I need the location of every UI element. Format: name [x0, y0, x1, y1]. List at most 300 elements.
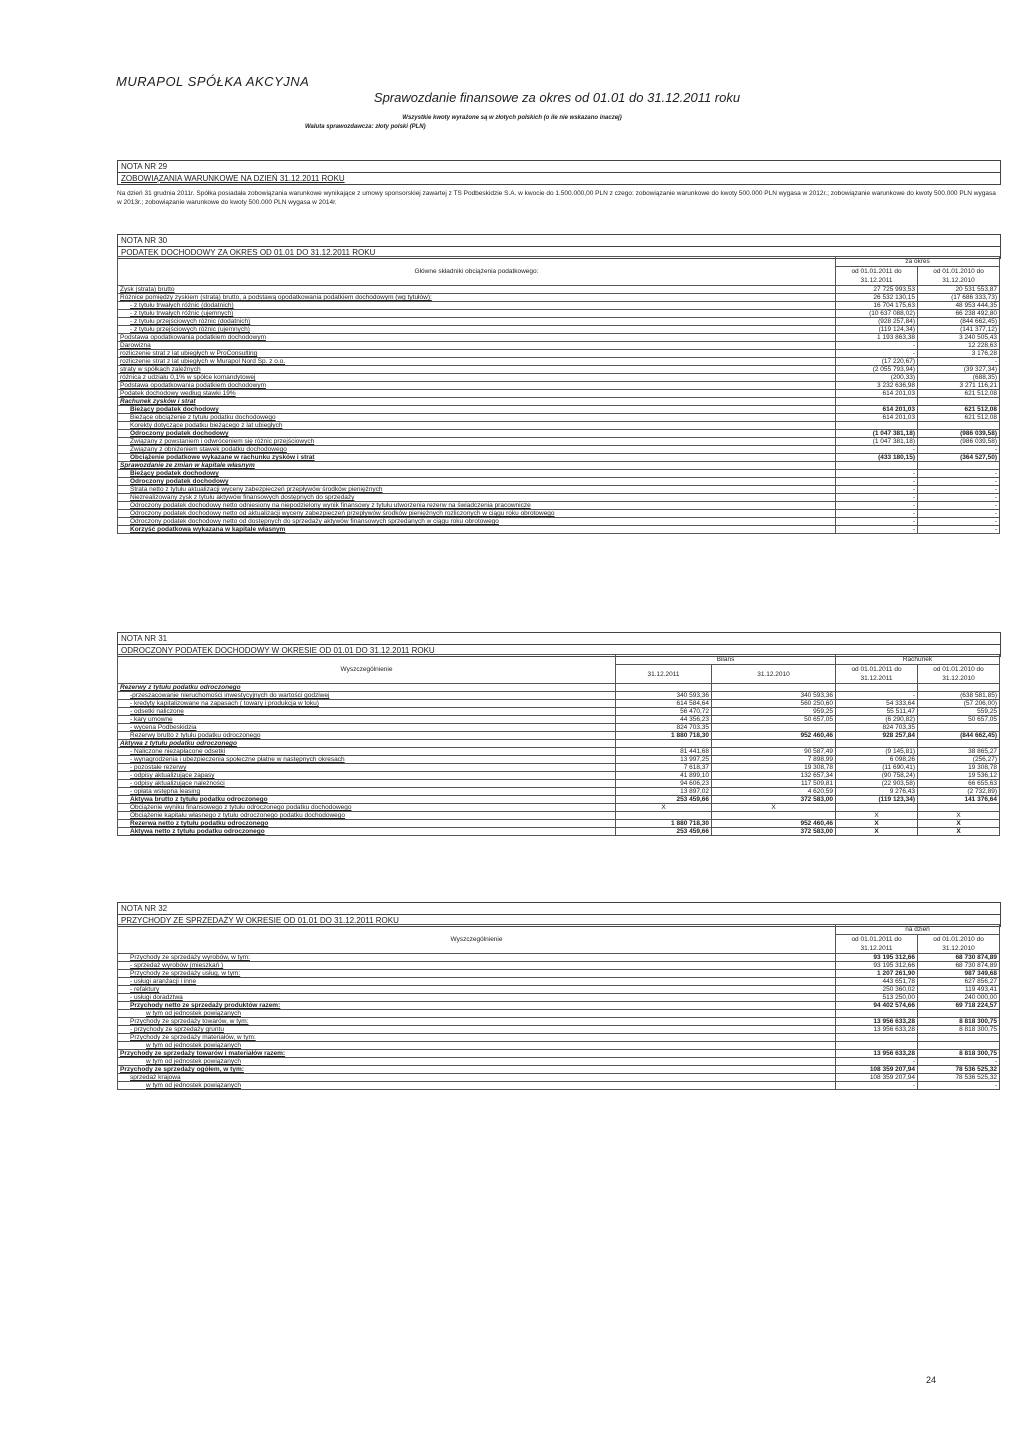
note31-row-v1: 13 997,25 [616, 756, 712, 764]
note30-row-v1: 614 201,03 [836, 390, 918, 398]
note29-label: NOTA NR 29 [121, 162, 168, 171]
note31-row-v1 [616, 684, 712, 692]
note32-row-v2: 8 818 300,75 [918, 1026, 1000, 1034]
note31-row-v3: 824 703,35 [836, 724, 918, 732]
note31-table [117, 654, 1000, 836]
note30-row-label: Obciążenie podatkowe wykazane w rachunku zysków i strat [118, 454, 836, 462]
note30-row-v1: (119 124,34) [836, 326, 918, 334]
note32-row [118, 1002, 1000, 1010]
note30-row [118, 374, 1000, 382]
note31-col4: od 01.01.2010 do 31.12.2010 [918, 665, 1000, 684]
note30-row [118, 406, 1000, 414]
note31-header-main: Wyszczególnienie [118, 655, 616, 684]
note31-row-v4 [918, 724, 1000, 732]
note31-row-v4: (638 581,85) [918, 692, 1000, 700]
note31-row-v3: X [836, 828, 918, 836]
note30-row-v2: 621 512,08 [918, 414, 1000, 422]
note30-row-v2: - [918, 494, 1000, 502]
note31-col2: 31.12.2010 [712, 665, 836, 684]
note31-row-v3: (11 690,41) [836, 764, 918, 772]
note31-row-label: Aktywa netto z tytułu podatku odroczonego [118, 828, 616, 836]
note30-row-v2: 621 512,08 [918, 390, 1000, 398]
note32-row-v2: 987 349,68 [918, 970, 1000, 978]
note30-header-main: Główne składniki obciążenia podatkowego: [118, 257, 836, 286]
note30-row [118, 486, 1000, 494]
note32-row [118, 1042, 1000, 1050]
note31-row-label: - wycena Podbeskidzia [118, 724, 616, 732]
note31-row-v1: 7 618,37 [616, 764, 712, 772]
note30-row-v1: - [836, 518, 918, 526]
note30-row-v1: (1 047 381,18) [836, 438, 918, 446]
note31-row-v1: 94 606,23 [616, 780, 712, 788]
note31-row [118, 812, 1000, 820]
note30-row [118, 414, 1000, 422]
note31-row-v1: X [616, 804, 712, 812]
note30-row-v1: (17 220,67) [836, 358, 918, 366]
page-number: 24 [926, 1375, 937, 1385]
note31-row-v2: 4 620,59 [712, 788, 836, 796]
note32-table [117, 924, 1000, 1090]
note32-row-label: Przychody ze sprzedaży usług, w tym: [118, 970, 836, 978]
note30-row-label: Odroczony podatek dochodowy [118, 430, 836, 438]
note32-row [118, 1034, 1000, 1042]
note30-row-label: - z tytułu trwałych różnic (dodatnich) [118, 302, 836, 310]
note31-row-v3: X [836, 812, 918, 820]
note30-row-v2: (364 527,50) [918, 454, 1000, 462]
note32-row-v2 [918, 1034, 1000, 1042]
note31-row [118, 756, 1000, 764]
currency-note: Waluta sprawozdawcza: złoty polski (PLN) [305, 124, 426, 130]
note31-row-v4: 19 308,78 [918, 764, 1000, 772]
note31-row-label: - odsetki naliczone [118, 708, 616, 716]
note31-row-label: Aktywa brutto z tytułu podatku odroczonego [118, 796, 616, 804]
note31-row [118, 716, 1000, 724]
note31-rachunek: Rachunek [836, 655, 1000, 665]
note30-row-v1: (10 637 088,02) [836, 310, 918, 318]
note30-row [118, 454, 1000, 462]
note31-row-v2: 132 657,34 [712, 772, 836, 780]
note32-row-v1: - [836, 1058, 918, 1066]
note31-col1: 31.12.2011 [616, 665, 712, 684]
note30-row-label: rozliczenie strat z lat ubiegłych w Murapol Nord Sp. z o.o. [118, 358, 836, 366]
note30-row-v2: - [918, 518, 1000, 526]
note30-row-v2: - [918, 478, 1000, 486]
note32-period-label: na dzień [836, 925, 1000, 935]
note30-row-label: Korekty dotyczące podatku bieżącego z lat ubiegłych [118, 422, 836, 430]
note31-row-v3 [836, 684, 918, 692]
note30-row-label: Odroczony podatek dochodowy netto od dostępnych do sprzedaży aktywów finansowych sprzedanych w ciągu roku obrotowego [118, 518, 836, 526]
note30-row [118, 310, 1000, 318]
note30-table [117, 256, 1000, 534]
amounts-note: Wszystkie kwoty wyrażone są w złotych polskich (o ile nie wskazano inaczej) [402, 115, 622, 121]
note30-row-label: Bieżące obciążenie z tytułu podatku dochodowego [118, 414, 836, 422]
note32-row-v1 [836, 1034, 918, 1042]
note32-row [118, 1082, 1000, 1090]
note32-row-v1: 108 359 207,94 [836, 1066, 918, 1074]
note32-row-label: sprzedaż krajowa [118, 1074, 836, 1082]
note32-row-label: - sprzedaż wyrobów (mieszkań ) [118, 962, 836, 970]
note31-row-v4 [918, 740, 1000, 748]
note31-row [118, 828, 1000, 836]
note31-bilans: Bilans [616, 655, 836, 665]
note32-row-v2 [918, 1010, 1000, 1018]
note31-row-v2: 7 898,99 [712, 756, 836, 764]
note31-row-v4: 38 865,27 [918, 748, 1000, 756]
note30-row-v1: 26 532 130,15 [836, 294, 918, 302]
note30-row-label: Odroczony podatek dochodowy netto od aktualizacji wyceny zabezpieczeń przepływów środków pieniężnych rozliczonych w ciągu roku obrotowego [118, 510, 836, 518]
note31-row-label: - wynagrodzenia i ubezpieczenia społeczne płatne w następnych okresach [118, 756, 616, 764]
note30-row-v1: (2 055 793,94) [836, 366, 918, 374]
note30-row-v1: (433 180,15) [836, 454, 918, 462]
note31-row [118, 708, 1000, 716]
note31-row [118, 700, 1000, 708]
note32-row-v1 [836, 1010, 918, 1018]
note31-row-v4: 19 536,12 [918, 772, 1000, 780]
note32-row [118, 954, 1000, 962]
note32-row-v2: 8 818 300,75 [918, 1050, 1000, 1058]
note30-row [118, 422, 1000, 430]
note32-row-label: Przychody ze sprzedaży towarów i materiałów razem: [118, 1050, 836, 1058]
note31-row-v3: (90 758,24) [836, 772, 918, 780]
note31-row [118, 804, 1000, 812]
note30-row-v1: - [836, 446, 918, 454]
note30-row-v1: - [836, 510, 918, 518]
note30-row-label: rozliczenie strat z lat ubiegłych w ProConsulting [118, 350, 836, 358]
note30-row-v2 [918, 398, 1000, 406]
note31-row-v4 [918, 804, 1000, 812]
note31-row-label: - opłata wstępna leasing [118, 788, 616, 796]
note31-row [118, 692, 1000, 700]
note31-row-v4: X [918, 828, 1000, 836]
note31-row-v3: 6 098,26 [836, 756, 918, 764]
note32-row-v1: 13 956 633,28 [836, 1050, 918, 1058]
note30-row-v2: (844 662,45) [918, 318, 1000, 326]
note32-row-v2: 8 818 300,75 [918, 1018, 1000, 1026]
note32-row-label: Przychody ze sprzedaży towarów, w tym: [118, 1018, 836, 1026]
note30-row [118, 430, 1000, 438]
note30-row-label: różnica z udziału 0,1% w spółce komandytowej [118, 374, 836, 382]
note30-row-label: - z tytułu trwałych różnic (ujemnych) [118, 310, 836, 318]
note32-row-label: w tym od jednostek powiązanych [118, 1082, 836, 1090]
note31-row-v1: 56 470,72 [616, 708, 712, 716]
note30-row-v1: (200,33) [836, 374, 918, 382]
note30-row [118, 382, 1000, 390]
note30-period-label: za okres [836, 257, 1000, 267]
note31-row-v1: 1 880 718,30 [616, 732, 712, 740]
note32-row-v1: 1 207 261,90 [836, 970, 918, 978]
note30-row-label: Odroczony podatek dochodowy [118, 478, 836, 486]
note30-row-label: Związany z powstaniem i odwróceniem się różnic przejściowych [118, 438, 836, 446]
note30-row-v1: - [836, 478, 918, 486]
note31-row-v4: (57 206,00) [918, 700, 1000, 708]
note30-row-label: Zysk (strata) brutto [118, 286, 836, 294]
note32-row-v2: 69 718 224,57 [918, 1002, 1000, 1010]
note30-row-v1 [836, 422, 918, 430]
note31-header-row [118, 655, 1000, 665]
note32-row-v1: 513 250,00 [836, 994, 918, 1002]
note30-row-v2: (39 327,34) [918, 366, 1000, 374]
note30-row [118, 518, 1000, 526]
note31-row-v1: 253 459,66 [616, 828, 712, 836]
note31-row-label: Rezerwy brutto z tytułu podatku odroczonego [118, 732, 616, 740]
note30-row-v2: 66 238 492,80 [918, 310, 1000, 318]
note30-row-v2: 12 228,63 [918, 342, 1000, 350]
note31-row-label: Rezerwy z tytułu podatku odroczonego [118, 684, 616, 692]
note31-row [118, 772, 1000, 780]
note31-row-v1: 340 593,36 [616, 692, 712, 700]
note30-row-v2: - [918, 486, 1000, 494]
note31-row-v2: 117 509,81 [712, 780, 836, 788]
note30-row-label: Niezrealizowany zysk z tytułu aktywów finansowych dostępnych do sprzedaży [118, 494, 836, 502]
note30-row-v1: 1 193 863,38 [836, 334, 918, 342]
note30-row-v1: - [836, 494, 918, 502]
note30-row-v1: 16 704 175,63 [836, 302, 918, 310]
note30-row-label: Sprawozdanie ze zmian w kapitale własnym [118, 462, 836, 470]
note30-row-label: Darowizna [118, 342, 836, 350]
note30-row-v2: 48 953 444,35 [918, 302, 1000, 310]
note31-row-v2: 90 587,49 [712, 748, 836, 756]
note32-row [118, 1026, 1000, 1034]
note31-row-v3 [836, 804, 918, 812]
note32-row-v2: 240 000,00 [918, 994, 1000, 1002]
note30-row [118, 302, 1000, 310]
note30-row [118, 526, 1000, 534]
note31-row-v3: (6 290,82) [836, 716, 918, 724]
note30-row-v1: 614 201,03 [836, 406, 918, 414]
note32-row [118, 970, 1000, 978]
note30-row-v2: 621 512,08 [918, 406, 1000, 414]
note31-title: ODROCZONY PODATEK DOCHODOWY W OKRESIE OD 01.01 DO 31.12.2011 ROKU [118, 644, 1000, 656]
note32-title: PRZYCHODY ZE SPRZEDAŻY W OKRESIE OD 01.01 DO 31.12.2011 ROKU [118, 914, 1000, 926]
note31-row [118, 764, 1000, 772]
note31-row [118, 820, 1000, 828]
note30-row-label: - z tytułu przejściowych różnic (ujemnych) [118, 326, 836, 334]
note31-row-v1: 41 899,10 [616, 772, 712, 780]
note30-row-v1: - [836, 470, 918, 478]
note32-row-label: w tym od jednostek powiązanych [118, 1010, 836, 1018]
note32-header-main: Wyszczególnienie [118, 925, 836, 954]
note31-row-label: Aktywa z tytułu podatku odroczonego [118, 740, 616, 748]
note31-row [118, 796, 1000, 804]
note31-row-v3 [836, 740, 918, 748]
note30-row [118, 390, 1000, 398]
note31-row-v4 [918, 684, 1000, 692]
note31-row-v2: 560 250,60 [712, 700, 836, 708]
note32-row-label: Przychody ze sprzedaży ogółem, w tym: [118, 1066, 836, 1074]
note31-row-v3: X [836, 820, 918, 828]
note31-row-v4: X [918, 812, 1000, 820]
note32-row-v1: 13 956 633,28 [836, 1018, 918, 1026]
note31-label: NOTA NR 31 [121, 634, 168, 643]
note30-row-v2 [918, 422, 1000, 430]
note32-row-v2: 68 730 874,89 [918, 954, 1000, 962]
note30-row-v2: (688,35) [918, 374, 1000, 382]
note30-row-v2: - [918, 358, 1000, 366]
note30-row-label: straty w spółkach zależnych [118, 366, 836, 374]
note31-row-v4: (2 732,89) [918, 788, 1000, 796]
note30-title: PODATEK DOCHODOWY ZA OKRES OD 01.01 DO 31.12.2011 ROKU [118, 246, 1000, 258]
note30-row [118, 510, 1000, 518]
note31-row [118, 684, 1000, 692]
note32-row [118, 1074, 1000, 1082]
note30-row [118, 502, 1000, 510]
note31-row-v3: (22 903,58) [836, 780, 918, 788]
note31-row-v2 [712, 724, 836, 732]
note30-label: NOTA NR 30 [121, 236, 168, 245]
note31-row-label: - kredyty kapitalizowane na zapasach ( towary i produkcja w toku) [118, 700, 616, 708]
company-name: MURAPOL SPÓŁKA AKCYJNA [116, 74, 310, 89]
note31-row-v1: 824 703,35 [616, 724, 712, 732]
note32-col2: od 01.01.2010 do 31.12.2010 [918, 935, 1000, 954]
note31-row-label: -przeszacowanie nieruchomości inwestycyjnych do wartości godziwej [118, 692, 616, 700]
note30-row-v1: (1 047 381,18) [836, 430, 918, 438]
note30-row-v1: - [836, 502, 918, 510]
note30-row-v2: (141 377,12) [918, 326, 1000, 334]
note32-row-v2: 78 536 525,32 [918, 1066, 1000, 1074]
note29-text: Na dzień 31 grudnia 2011r. Spółka posiadała zobowiązania warunkowe wynikające z umowy sponsorskiej zawartej z TS Podbeskidzie S.A. w kwocie do 1.500.000,00 PLN z czego: zobowiązanie warunkowe do kwoty 500.000 PLN wygasa w 2012r.; zobowiązanie warunkowe do kwoty 500.000 PLN wygasa w 2013r.; zobowiązanie warunkowe do kwoty 500.000 PLN wygasa w 2014r. [117, 190, 996, 206]
note29-title: ZOBOWIĄZANIA WARUNKOWE NA DZIEŃ 31.12.2011 ROKU [118, 172, 1000, 184]
note30-row [118, 398, 1000, 406]
note32-row [118, 978, 1000, 986]
note32-row-v2: - [918, 1058, 1000, 1066]
note30-row-v1: - [836, 486, 918, 494]
note31-row-label: - odpisy aktualizujące zapasy [118, 772, 616, 780]
note32-row-label: w tym od jednostek powiązanych [118, 1058, 836, 1066]
note31-row-v4: 66 655,63 [918, 780, 1000, 788]
note31-row-v1 [616, 812, 712, 820]
note31-row-label: - Naliczone niezapłacone odsetki [118, 748, 616, 756]
note30-row-label: Różnice pomiędzy zyskiem (stratą) brutto, a podstawą opodatkowania podatkiem dochodowym (wg tytułów): [118, 294, 836, 302]
note30-row-label: - z tytułu przejściowych różnic (dodatnich) [118, 318, 836, 326]
note30-row [118, 438, 1000, 446]
note32-row [118, 986, 1000, 994]
note30-header-row [118, 257, 1000, 267]
note30-row [118, 318, 1000, 326]
note30-row-v1: (928 257,84) [836, 318, 918, 326]
note32-row-v1: 94 402 574,66 [836, 1002, 918, 1010]
note30-row-label: Bieżący podatek dochodowy [118, 470, 836, 478]
note31-row-v2 [712, 684, 836, 692]
note32-row-v1: 443 651,78 [836, 978, 918, 986]
note30-row-label: Podatek dochodowy według stawki 19% [118, 390, 836, 398]
note32-row [118, 962, 1000, 970]
note31-row-v3: (119 123,34) [836, 796, 918, 804]
note30-row-v2: (17 686 333,73) [918, 294, 1000, 302]
note31-row-v1: 1 880 718,30 [616, 820, 712, 828]
note32-row-v1: - [836, 1082, 918, 1090]
note30-row [118, 334, 1000, 342]
note31-row-v2: 959,25 [712, 708, 836, 716]
note31-row-v1: 81 441,68 [616, 748, 712, 756]
note32-row-label: Przychody ze sprzedaży materiałów, w tym: [118, 1034, 836, 1042]
note30-row [118, 342, 1000, 350]
note30-row-v1: 3 232 636,98 [836, 382, 918, 390]
note32-row-v2: 119 493,41 [918, 986, 1000, 994]
note31-row-v1: 44 356,23 [616, 716, 712, 724]
note31-row-v3: 55 511,47 [836, 708, 918, 716]
note32-row [118, 1050, 1000, 1058]
note32-row-v2: 78 536 525,32 [918, 1074, 1000, 1082]
note32-row-label: - refaktury [118, 986, 836, 994]
note31-row-v1 [616, 740, 712, 748]
note32-row-v2 [918, 1042, 1000, 1050]
note31-row-label: - odpisy aktualizujące należności [118, 780, 616, 788]
note30-row-v2: 3 176,28 [918, 350, 1000, 358]
note31-row [118, 724, 1000, 732]
note32-row [118, 1010, 1000, 1018]
note31-row [118, 740, 1000, 748]
note30-row-label: Podstawa opodatkowania podatkiem dochodowym [118, 334, 836, 342]
note31-row-v2 [712, 740, 836, 748]
note30-row-v1: - [836, 526, 918, 534]
note32-row-v1 [836, 1042, 918, 1050]
note31-row-v4: 50 657,05 [918, 716, 1000, 724]
note31-row-v4: 559,25 [918, 708, 1000, 716]
note30-row [118, 286, 1000, 294]
note31-row-v3: 9 276,43 [836, 788, 918, 796]
note31-row-v4: X [918, 820, 1000, 828]
note31-col3: od 01.01.2011 do 31.12.2011 [836, 665, 918, 684]
note30-row [118, 358, 1000, 366]
note31-row-label: Obciążenie kapitału własnego z tytułu odroczonego podatku dochodowego [118, 812, 616, 820]
note30-row-v1: 614 201,03 [836, 414, 918, 422]
note30-row [118, 294, 1000, 302]
note30-row-label: Podstawa opodatkowania podatkiem dochodowym [118, 382, 836, 390]
note31-row-label: - pozostałe rezerwy [118, 764, 616, 772]
note32-header-row [118, 925, 1000, 935]
note30-row-v1: - [836, 350, 918, 358]
note31-row-v2: 19 308,78 [712, 764, 836, 772]
note31-row-v2 [712, 812, 836, 820]
note32-row-label: - usługi doradztwa [118, 994, 836, 1002]
report-title: Sprawozdanie finansowe za okres od 01.01 do 31.12.2011 roku [373, 90, 741, 105]
note31-row-v2: 372 583,00 [712, 796, 836, 804]
note30-row-label: Odroczony podatek dochodowy netto odniesiony na niepodzielony wynik finansowy z tytułu utworzenia rezerw na świadczenia pracownicze [118, 502, 836, 510]
note30-row-v2: - [918, 470, 1000, 478]
note32-row-label: w tym od jednostek powiązanych [118, 1042, 836, 1050]
note30-row [118, 478, 1000, 486]
note31-row-v3: - [836, 692, 918, 700]
note30-row-label: Bieżący podatek dochodowy [118, 406, 836, 414]
note30-row-v1 [836, 398, 918, 406]
note32-row-label: Przychody netto ze sprzedaży produktów razem: [118, 1002, 836, 1010]
note30-row-v2: (986 039,58) [918, 438, 1000, 446]
note31-row-v1: 13 897,02 [616, 788, 712, 796]
note31-row-v4: (256,27) [918, 756, 1000, 764]
note32-row-label: - przychody ze sprzedaży gruntu [118, 1026, 836, 1034]
note31-row [118, 780, 1000, 788]
note32-label: NOTA NR 32 [121, 904, 168, 913]
note30-row-v2: 3 240 505,43 [918, 334, 1000, 342]
note32-row-label: Przychody ze sprzedaży wyrobów, w tym: [118, 954, 836, 962]
note30-row [118, 446, 1000, 454]
note31-row-v3: (9 145,81) [836, 748, 918, 756]
note31-row-v2: X [712, 804, 836, 812]
note31-row-v2: 50 657,05 [712, 716, 836, 724]
note32-row [118, 1058, 1000, 1066]
note32-row-v1: 13 956 633,28 [836, 1026, 918, 1034]
note30-row [118, 366, 1000, 374]
note32-row-v1: 250 360,02 [836, 986, 918, 994]
note31-row-v2: 952 460,46 [712, 732, 836, 740]
note30-row-v2: - [918, 510, 1000, 518]
note31-row [118, 732, 1000, 740]
note30-row [118, 462, 1000, 470]
note30-row [118, 470, 1000, 478]
note30-row-v1 [836, 462, 918, 470]
note30-row-label: Korzyść podatkowa wykazana w kapitale własnym [118, 526, 836, 534]
note30-row-v2: - [918, 502, 1000, 510]
